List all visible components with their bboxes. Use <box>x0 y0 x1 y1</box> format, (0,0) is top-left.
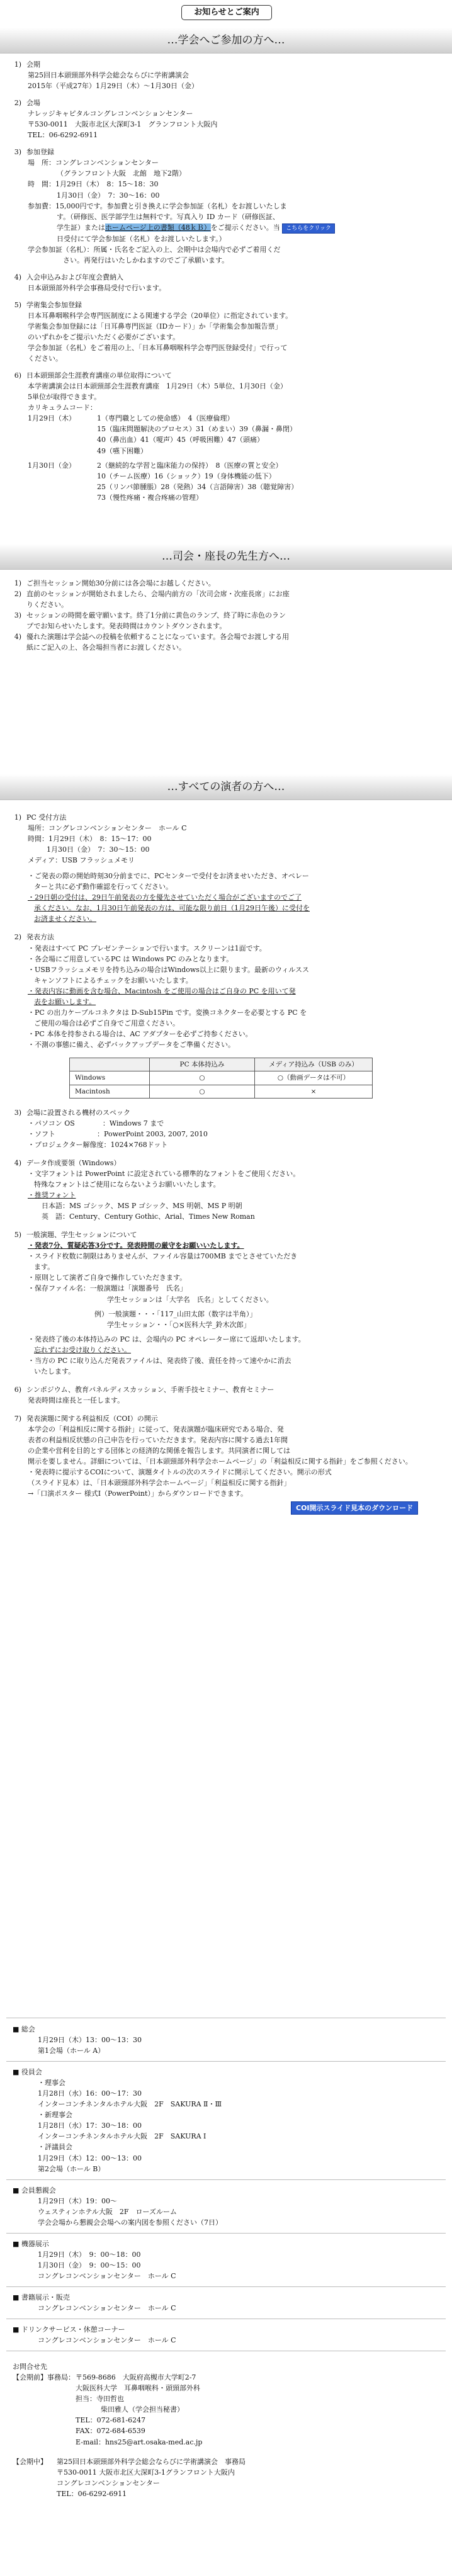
event-line: インターコンチネンタルホテル大阪 2F SAKURA Ⅰ <box>38 2132 206 2141</box>
education-line: 本学術講演会は日本頭頸部会生涯教育講座 1月29日（木）5単位、1月30日（金） <box>28 382 287 391</box>
gen-line: 忘れずにお受け取りください。 <box>34 1345 131 1354</box>
pc-media: メディア：USB フラッシュメモリ <box>28 856 135 865</box>
coi-line: →「口演ポスター 様式Ⅰ（PowerPoint）」からダウンロードできます。 <box>28 1489 248 1498</box>
event-line: インターコンチネンタルホテル大阪 2F SAKURA Ⅱ・Ⅲ <box>38 2100 222 2109</box>
event-reception <box>0 2185 452 2228</box>
education-line: 5単位が取得できます。 <box>28 393 101 402</box>
reg-place: 場 所：コングレコンベンションセンター <box>28 159 159 167</box>
speakers-banner: …すべての演者の方へ… <box>0 774 452 800</box>
event-line: コングレコンベンションセンター ホール C <box>38 2336 176 2345</box>
chairs-banner: …司会・座長の先生方へ… <box>0 544 452 570</box>
info-item-registration: 3) 参加登録 <box>14 148 54 157</box>
curriculum-code-label: カリキュラムコード： <box>28 404 97 412</box>
info-item-membership: 4) 入会申込みおよび年度会費納入 <box>14 273 123 281</box>
info-item-education: 6) 日本頭頸部会生涯教育講座の単位取得について <box>14 371 172 380</box>
click-here-button[interactable]: こちらをクリック <box>282 223 335 234</box>
event-line: ・評議員会 <box>38 2143 72 2152</box>
events-section <box>0 2024 452 2499</box>
chair-note: 紙にご記入の上、各会場担当者にお渡しください。 <box>26 643 186 652</box>
event-line: 1月28日（水）17：30～18：00 <box>38 2121 142 2130</box>
coi-line: （スライド見本）は、「日本頭頸部外科学会ホームページ」「利益相反に関する指針」 <box>28 1479 291 1488</box>
data-line: 日本語：MS ゴシック、MS P ゴシック、MS 明朝、MS P 明朝 <box>42 1202 242 1211</box>
curriculum-30: 1月30日（金） 2（継続的な学習と臨床能力の保持） 8（医療の質と安全） 10（チーム医療）16（ショック）19（身体機能の低下） 25（リンパ節腫脹）28（発熱）34（言語障害）38（聴覚障害） 73（慢性疼痛・複合疼痛の管理） <box>28 461 298 502</box>
table-cell: Windows <box>70 1071 150 1085</box>
symposium-note: 6) シンポジウム、教育パネルディスカッション、手術手技セミナー、教育セミナー <box>14 1385 274 1394</box>
event-line: コングレコンベンションセンター ホール C <box>38 2271 176 2280</box>
reg-badge-note: さい。再発行はいたしかねますのでご了承願います。 <box>63 256 229 264</box>
chair-note: プでお知らせいたします。発表時間はカウントダウンされます。 <box>26 622 227 631</box>
gen-line: いたします。 <box>34 1367 76 1376</box>
pres-line: ・USBフラッシュメモリを持ち込みの場合はWindows以上に限ります。最新のウィルスス <box>28 965 310 974</box>
contact-email-link[interactable]: E-mail：hns25@art.osaka-med.ac.jp <box>76 2438 203 2446</box>
divider <box>6 2179 446 2180</box>
chair-note: 2) 直前のセッションが開始されましたら、会場内前方の「次司会席・次座長席」にお座 <box>14 590 290 599</box>
pres-line: ・発表はすべて PC プレゼンテーションで行います。スクリーンは1面です。 <box>28 944 266 952</box>
pres-line: 表をお願いします。 <box>34 997 96 1006</box>
period-line: 第25回日本頭頸部外科学会総会ならびに学術講演会 <box>28 71 189 80</box>
data-line: ・推奨フォント <box>28 1191 76 1200</box>
reg-badge: 学会参加証（名札）：所属・氏名をご記入の上、会期中は会場内で必ずご着用くだ <box>28 245 281 254</box>
pc-compat-table <box>69 1058 373 1099</box>
coi-download-wrap <box>0 1501 452 1515</box>
pc-note: お済ませください。 <box>34 915 96 924</box>
contact-title: お問合せ先 <box>13 2363 47 2371</box>
coi-line: ・発表時に提示するCOIについて、演題タイトルの次のスライドに開示してください。開示の形式 <box>28 1468 332 1477</box>
symposium-line: 発表時間は座長と一任します。 <box>28 1396 125 1404</box>
academic-line: 日本耳鼻咽喉科学会専門医制度による関連する学会（20単位）に指定されています。 <box>28 311 293 320</box>
coi-slide-download-button[interactable]: COI開示スライド見本のダウンロード <box>291 1501 418 1515</box>
general-session: 5) 一般演題、学生セッションについて <box>14 1231 137 1240</box>
event-line: ウェスティンホテル大阪 2F ローズルーム <box>38 2207 177 2216</box>
pres-line: ・PC の出力ケーブルコネクタは D-Sub15Pin です。変換コネクターを必要とする PC を <box>28 1008 307 1017</box>
venue-name: ナレッジキャピタルコングレコンベンションセンター <box>28 110 193 118</box>
venue-address: 〒530-0011 大阪市北区大深町3-1 グランフロント大阪内 <box>28 120 218 129</box>
gen-line: ます。 <box>34 1263 55 1272</box>
pc-place: 場所：コングレコンベンションセンター ホール C <box>28 824 187 833</box>
pres-line: ・各会場にご用意しているPC は Windows PC のみとなります。 <box>28 954 234 963</box>
participants-section <box>0 58 452 503</box>
spec-line: ・プロジェクター解像度：1024×768ドット <box>28 1140 168 1149</box>
coi-line: 本学会の「利益相反に関する指針」に従って、発表演題が臨床研究である場合、発 <box>28 1425 284 1433</box>
chair-note: 4) 優れた演題は学会誌への投稿を依頼することになっています。各会場でお渡しする用 <box>14 633 290 641</box>
info-item-venue: 2) 会場 <box>14 99 40 108</box>
data-guidelines: 4) データ作成要領（Windows） <box>14 1158 121 1167</box>
gen-line: ・スライド枚数に制限はありませんが、ファイル容量は700MB までとさせていただき <box>28 1252 298 1261</box>
academic-line: 学術集会参加登録には「日耳鼻専門医証（IDカード）」か「学術集会参加報告票」 <box>28 322 282 330</box>
event-general-meeting <box>0 2024 452 2056</box>
table-header: メディア持込み（USB のみ） <box>255 1058 373 1071</box>
academic-line: のいずれかをご提示いただく必要がございます。 <box>28 333 180 342</box>
reg-place-detail: （グランフロント大阪 北館 地下2階） <box>57 169 186 178</box>
divider <box>6 2286 446 2287</box>
pres-line: ・発表内容に動画を含む場合、Macintosh をご使用の場合はご自身の PC を用いて発 <box>28 986 296 995</box>
event-line: 1月28日（水）16：00～17：30 <box>38 2089 142 2098</box>
divider <box>6 2233 446 2234</box>
event-board-meetings <box>0 2067 452 2174</box>
pc-note: ターと共に必ず動作確認を行ってください。 <box>34 883 172 891</box>
gen-line: ・当方の PC に取り込んだ発表ファイルは、発表終了後、責任を持って速やかに消去 <box>28 1356 291 1365</box>
coi-line: 表者の利益相反状態の自己申告を行っていただきます。発表内容に関する過去1年間 <box>28 1436 288 1445</box>
chair-note: りください。 <box>26 601 68 609</box>
table-cell: ○（動画データは不可） <box>255 1071 373 1085</box>
event-head: ■ 機器展示 <box>13 2239 49 2248</box>
gen-line: ・発表7分、質疑応答3分です。発表時間の厳守をお願いいたします。 <box>28 1241 244 1250</box>
contact-during: 【会期中】 第25回日本頭頸部外科学会総会ならびに学術講演会 事務局 〒530-0011 大阪市北区大深町3-1グランフロント大阪内 コングレコンベンションセンター TEL：06-6292-6911 <box>13 2457 246 2498</box>
participants-banner: …学会へご参加の方へ… <box>0 28 452 54</box>
curriculum-29: 1月29日（木） 1（専門職としての使命感） 4（医療倫理） 15（臨床問題解決のプロセス）31（めまい）39（鼻漏・鼻閉） 40（鼻出血）41（嗄声）45（呼吸困難）47（頭痛） 49（嚥下困難） <box>28 414 297 455</box>
academic-line: 学会参加証（名札）をご着用の上、「日本耳鼻咽喉科学会専門医登録受付」で行って <box>28 344 288 353</box>
event-head: ■ 会員懇親会 <box>13 2186 56 2195</box>
reg-fee-note2: 日受付にて学会参加証（名札）をお渡しいたします。） <box>57 234 226 243</box>
pres-line: ・PC 本体を持参される場合は、AC アダプターを必ずご持参ください。 <box>28 1029 252 1038</box>
reg-fee-link-line: 学生証）またはホームページ上の書類（48ｋＢ）をご提示ください。当 こちらをクリック <box>0 222 452 234</box>
coi-disclosure: 7) 発表演題に関する利益相反（COI）の開示 <box>14 1414 158 1423</box>
event-line: 1月29日（木）12：00～13：00 <box>38 2154 142 2162</box>
contact-block <box>0 2361 452 2499</box>
gen-line: 例）一般演題・・・「117_山田太郎（数字は半角）」 <box>94 1309 257 1318</box>
event-line: コングレコンベンションセンター ホール C <box>38 2304 176 2313</box>
event-head: ■ 書籍展示・販売 <box>13 2293 70 2302</box>
chair-note: 1) ご担当セッション開始30分前には各会場にお越しください。 <box>14 579 215 587</box>
event-line: 学会会場から懇親会会場への案内図を参照ください（7日） <box>38 2218 222 2227</box>
notice-title: お知らせとご案内 <box>181 5 272 20</box>
event-exhibition <box>0 2239 452 2281</box>
reg-fee-note: す。（研修医、医学部学生は無料です。写真入り ID カード（研修医証、 <box>57 212 280 221</box>
event-line: 第1会場（ホール A） <box>38 2047 105 2055</box>
event-head: ■ 総会 <box>13 2025 35 2033</box>
table-cell: × <box>255 1085 373 1098</box>
event-line: 1月30日（金） 9：00～15：00 <box>38 2261 141 2269</box>
event-line: 第2会場（ホール B） <box>38 2164 105 2173</box>
academic-line: ください。 <box>28 354 62 363</box>
pc-note: ・29日朝の受付は、29日午前発表の方を優先させていただく場合がございますのでご了 <box>28 893 302 902</box>
info-item-academic: 5) 学術集会参加登録 <box>14 300 82 309</box>
spec-line: ・パソコン OS ：Windows 7 まで <box>28 1119 164 1127</box>
gen-line: 学生セッションは「大学名 氏名」としてください。 <box>107 1295 273 1304</box>
chairs-section <box>0 578 452 653</box>
coi-line: 開示を要しません。詳細については、「日本頭頸部外科学会ホームページ」の「利益相反に関する指針」をご参照ください。 <box>28 1457 412 1466</box>
gen-line: ・発表終了後の本体持込みの PC は、会場内の PC オペレーター席にて返却いたします。 <box>28 1335 305 1343</box>
gen-line: 学生セッション・・「○×医科大学_鈴木次郎」 <box>107 1320 251 1329</box>
speakers-section <box>0 812 452 1515</box>
venue-tel: TEL：06-6292-6911 <box>28 131 98 140</box>
contact-office: 【会期前】事務局： 〒569-8686 大阪府高槻市大学町2-7 大阪医科大学 耳鼻咽喉科・頭頸部外科 担当：寺田哲也 柴田雅人（学会担当秘書） TEL：072-681-6247 FAX：072-684-6539 E-mail：hns25@art.osaka-med.ac.jp <box>0 2372 452 2447</box>
gen-line: ・原則として演者ご自身で操作していただきます。 <box>28 1274 187 1282</box>
pc-time-30: 1月30日（金） 7：30～15：00 <box>47 845 150 854</box>
event-line: 1月29日（木） 9：00～18：00 <box>38 2250 141 2259</box>
pc-note: ・ご発表の際の開始時刻30分前までに、PCセンターで受付をお済ませいただき、オペレー <box>28 872 309 881</box>
reg-time-30: 1月30日（金） 7：30～16：00 <box>57 191 160 200</box>
reg-time-29: 時 間：1月29日（木） 8：15～18：30 <box>28 180 159 189</box>
pres-line: ・不測の事態に備え、必ずバックアップデータをご準備ください。 <box>28 1040 235 1049</box>
pres-line: ご使用の場合は必ずご自身でご用意ください。 <box>34 1019 179 1027</box>
table-cell: ○ <box>150 1071 255 1085</box>
gen-line: ・保存ファイル名：一般演題は「演題番号 氏名」 <box>28 1284 187 1293</box>
data-line: ・文字フォントは PowerPoint に設定されている標準的なフォントをご使用ください。 <box>28 1170 300 1178</box>
pc-note: 承ください。なお、1月30日午前発表の方は、可能な限り前日（1月29日午後）に受付を <box>34 904 310 913</box>
table-cell: ○ <box>150 1085 255 1098</box>
event-line: 1月29日（木）13：00～13：30 <box>38 2036 142 2045</box>
chair-note: 3) セッションの時間を厳守願います。終了1分前に黄色のランプ、終了時に赤色のラン <box>14 611 286 620</box>
data-line: 英 語：Century、Century Gothic、Arial、Times New Roman <box>42 1212 255 1221</box>
equipment-spec: 3) 会場に設置される機材のスペック <box>14 1108 130 1117</box>
divider <box>6 2061 446 2062</box>
table-cell: Macintosh <box>70 1085 150 1098</box>
data-line: 特殊なフォントはご使用にならないようお願いいたします。 <box>34 1180 220 1189</box>
event-line: ・新理事会 <box>38 2111 72 2120</box>
membership-line: 日本頭頸部外科学会事務局受付で行います。 <box>28 283 166 292</box>
coi-line: の企業や営利を目的とする団体との経済的な関係を報告します。共同演者に関しては <box>28 1447 291 1455</box>
table-corner <box>70 1058 150 1071</box>
spec-line: ・ソフト ：PowerPoint 2003, 2007, 2010 <box>28 1129 208 1138</box>
pres-line: キャンソフトによるチェックをお願いいたします。 <box>34 976 193 985</box>
period-date: 2015年（平成27年）1月29日（木）～1月30日（金） <box>28 82 198 91</box>
table-row <box>70 1085 373 1098</box>
event-head: ■ 役員会 <box>13 2068 42 2077</box>
table-row <box>70 1071 373 1085</box>
table-header: PC 本体持込み <box>150 1058 255 1071</box>
info-item-period: 1) 会期 <box>14 60 40 69</box>
pc-time-29: 時間：1月29日（木） 8：15～17：00 <box>28 835 152 844</box>
reg-fee: 参加費：15,000円です。参加費と引き換えに学会参加証（名札）をお渡しいたしま <box>28 201 287 210</box>
event-drinks <box>0 2324 452 2346</box>
event-head: ■ ドリンクサービス・休憩コーナー <box>13 2325 125 2334</box>
pc-reception: 1) PC 受付方法 <box>14 813 67 822</box>
homepage-document-link[interactable]: ホームページ上の書類（48ｋＢ） <box>105 223 211 232</box>
presentation-method: 2) 発表方法 <box>14 933 54 942</box>
event-books <box>0 2292 452 2313</box>
event-line: ・理事会 <box>38 2079 65 2087</box>
event-line: 1月29日（木）19：00～ <box>38 2196 117 2205</box>
